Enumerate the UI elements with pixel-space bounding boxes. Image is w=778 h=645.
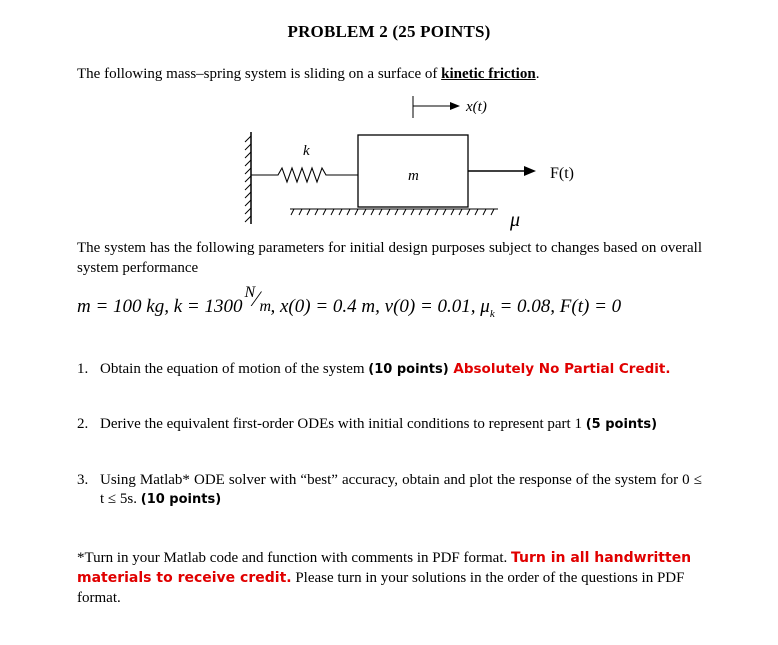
question-text: Using Matlab* ODE solver with “best” accuracy, obtain and plot the response of the system for 0 ≤ t ≤ 5s. — [100, 472, 702, 507]
question-points: (10 points) — [368, 362, 449, 377]
question-text: Obtain the equation of motion of the system — [100, 361, 369, 377]
question-points: (5 points) — [585, 417, 658, 432]
question-number: 3. — [77, 472, 89, 488]
eq-k-unit-slash: ⁄ — [254, 286, 259, 311]
kinetic-friction-text: kinetic friction — [441, 66, 536, 82]
ground — [290, 209, 498, 215]
mass-label: m — [408, 168, 419, 184]
footer-text-1: *Turn in your Matlab code and function with comments in PDF format. — [77, 550, 511, 566]
question-2 — [77, 415, 702, 434]
eq-mu-sub: k — [489, 307, 495, 320]
question-number: 2. — [77, 416, 89, 432]
force-label: F(t) — [550, 165, 574, 182]
wall — [245, 132, 251, 224]
eq-k-unit-num: N — [244, 284, 256, 301]
footer-red-text: Turn in all handwritten materials to receive credit. — [77, 550, 692, 586]
friction-label: μ — [510, 209, 521, 231]
spring-label: k — [303, 143, 310, 159]
parameter-equation — [77, 284, 622, 320]
eq-mass: m = 100 kg, — [77, 296, 169, 317]
eq-mu-val: = 0.08, F(t) = 0 — [494, 296, 622, 317]
displacement-label: x(t) — [466, 99, 487, 115]
footer-text-2: Please turn in your solutions in the order of the questions in PDF format. — [77, 570, 685, 606]
page-title: PROBLEM 2 (25 POINTS) — [287, 22, 491, 41]
displacement-arrowhead — [450, 102, 460, 110]
question-points: (10 points) — [140, 492, 222, 507]
eq-k: k = 1300 — [173, 296, 243, 317]
eq-k-unit — [243, 284, 272, 315]
question-text: Derive the equivalent first-order ODEs with initial conditions to represent part 1 — [100, 416, 586, 432]
parameters-intro: The system has the following parameters for initial design purposes subject to changes based on overall system performance — [77, 240, 702, 276]
eq-k-unit-den: m — [259, 298, 272, 315]
spring — [251, 168, 358, 182]
eq-rest: , x(0) = 0.4 m, v(0) = 0.01, μ — [270, 296, 490, 317]
intro-paragraph — [77, 66, 539, 83]
question-number: 1. — [77, 361, 89, 377]
intro-text: The following mass–spring system is sliding on a surface of — [77, 66, 442, 82]
question-3 — [77, 471, 702, 509]
question-1 — [77, 360, 702, 379]
no-partial-credit-note: Absolutely No Partial Credit. — [448, 361, 671, 377]
mass-spring-diagram — [230, 92, 590, 232]
force-arrowhead — [524, 166, 536, 176]
intro-end: . — [535, 66, 540, 82]
footer-note — [77, 548, 702, 608]
